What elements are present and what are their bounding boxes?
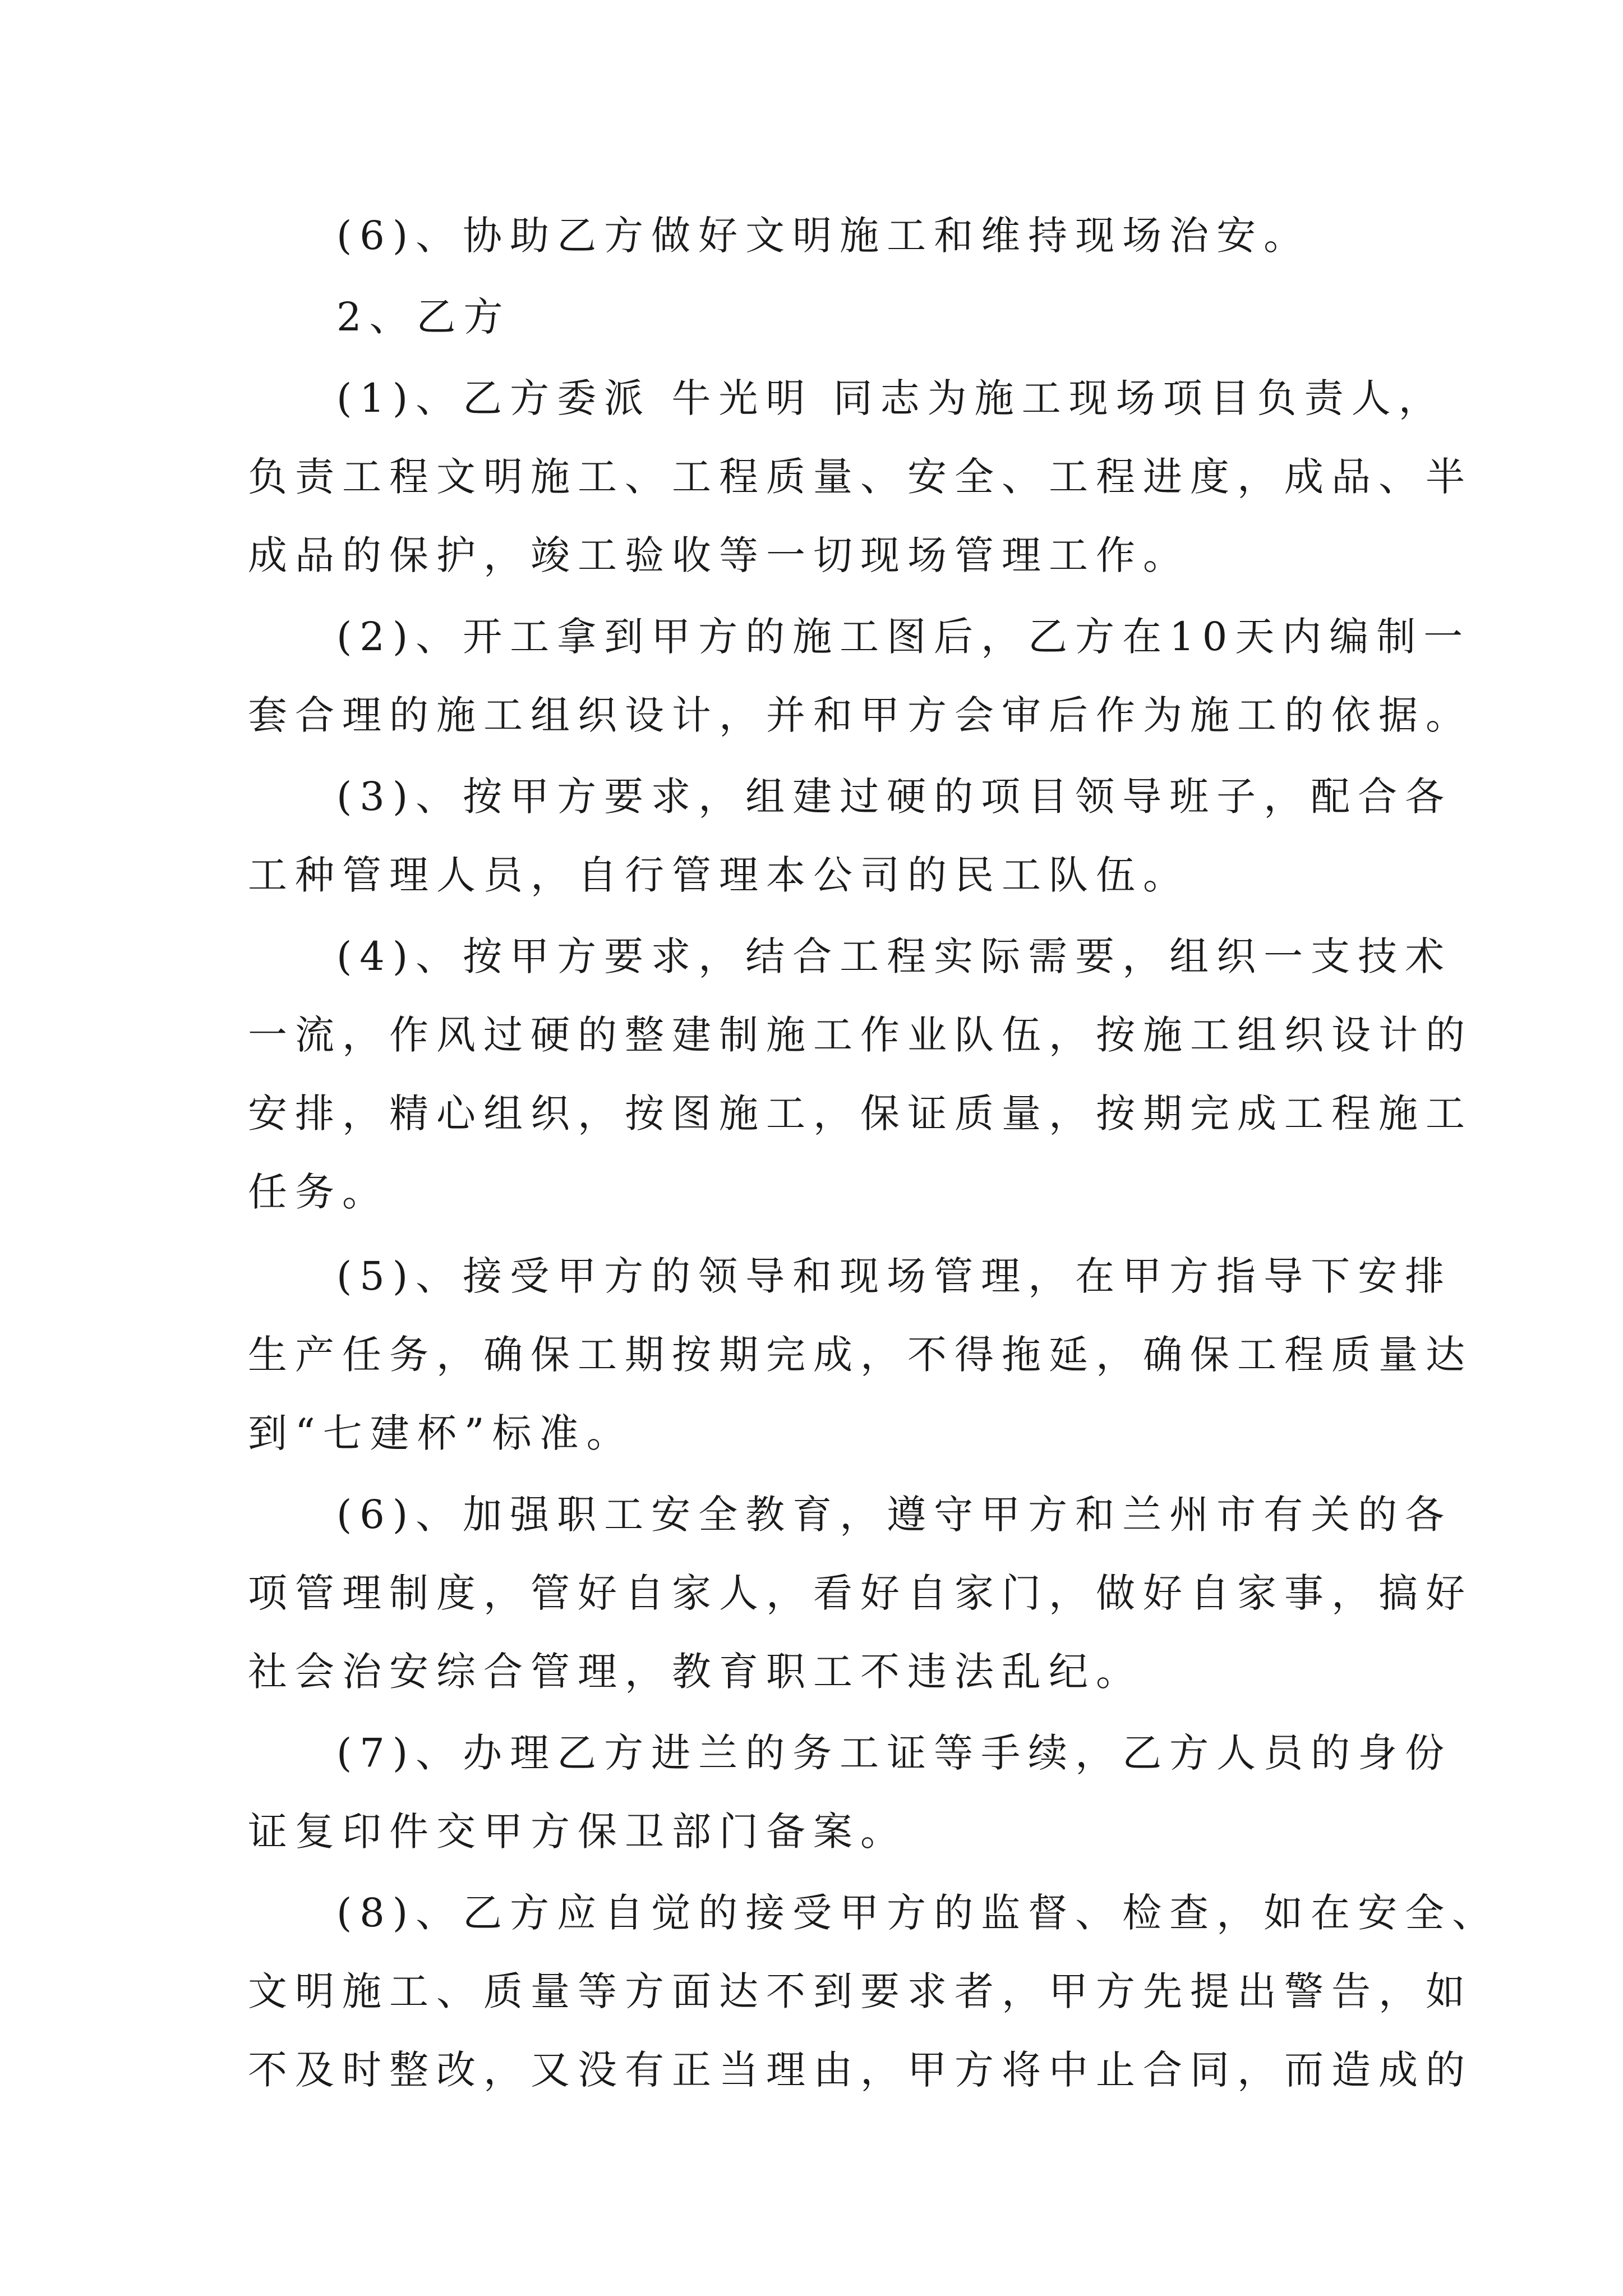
text-line: (6)、加强职工安全教育，遵守甲方和兰州市有关的各 — [336, 1492, 1453, 1538]
text-line: (3)、按甲方要求，组建过硬的项目领导班子，配合各 — [336, 774, 1453, 820]
text-line: 不及时整改，又没有正当理由，甲方将中止合同，而造成的 — [248, 2047, 1473, 2093]
text-line: (4)、按甲方要求，结合工程实际需要，组织一支技术 — [336, 933, 1453, 979]
text-line: 套合理的施工组织设计，并和甲方会审后作为施工的依据。 — [248, 692, 1473, 738]
text-line: (6)、协助乙方做好文明施工和维持现场治安。 — [336, 213, 1311, 259]
text-line: 成品的保护，竣工验收等一切现场管理工作。 — [248, 532, 1190, 578]
text-line: (7)、办理乙方进兰的务工证等手续，乙方人员的身份 — [336, 1730, 1453, 1776]
text-line: 负责工程文明施工、工程质量、安全、工程进度，成品、半 — [248, 454, 1473, 500]
text-line: 社会治安综合管理，教育职工不违法乱纪。 — [248, 1649, 1143, 1695]
text-line: (8)、乙方应自觉的接受甲方的监督、检查，如在安全、 — [336, 1890, 1500, 1936]
text-line: (5)、接受甲方的领导和现场管理，在甲方指导下安排 — [336, 1253, 1453, 1299]
text-line: (1)、乙方委派 牛光明 同志为施工现场项目负责人， — [336, 375, 1446, 421]
text-line: 工种管理人员，自行管理本公司的民工队伍。 — [248, 852, 1190, 898]
text-line: 安排，精心组织，按图施工，保证质量，按期完成工程施工 — [248, 1091, 1473, 1137]
text-line: 文明施工、质量等方面达不到要求者，甲方先提出警告，如 — [248, 1968, 1473, 2014]
text-line: 一流，作风过硬的整建制施工作业队伍，按施工组织设计的 — [248, 1012, 1473, 1058]
text-line: 生产任务，确保工期按期完成，不得拖延，确保工程质量达 — [248, 1332, 1473, 1378]
text-line: 证复印件交甲方保卫部门备案。 — [248, 1809, 907, 1855]
text-line: (2)、开工拿到甲方的施工图后，乙方在10天内编制一 — [336, 614, 1471, 660]
text-line: 到“七建杯”标准。 — [248, 1410, 634, 1456]
text-line: 项管理制度，管好自家人，看好自家门，做好自家事，搞好 — [248, 1570, 1473, 1616]
text-line: 2、乙方 — [336, 294, 511, 340]
text-line: 任务。 — [248, 1169, 389, 1215]
